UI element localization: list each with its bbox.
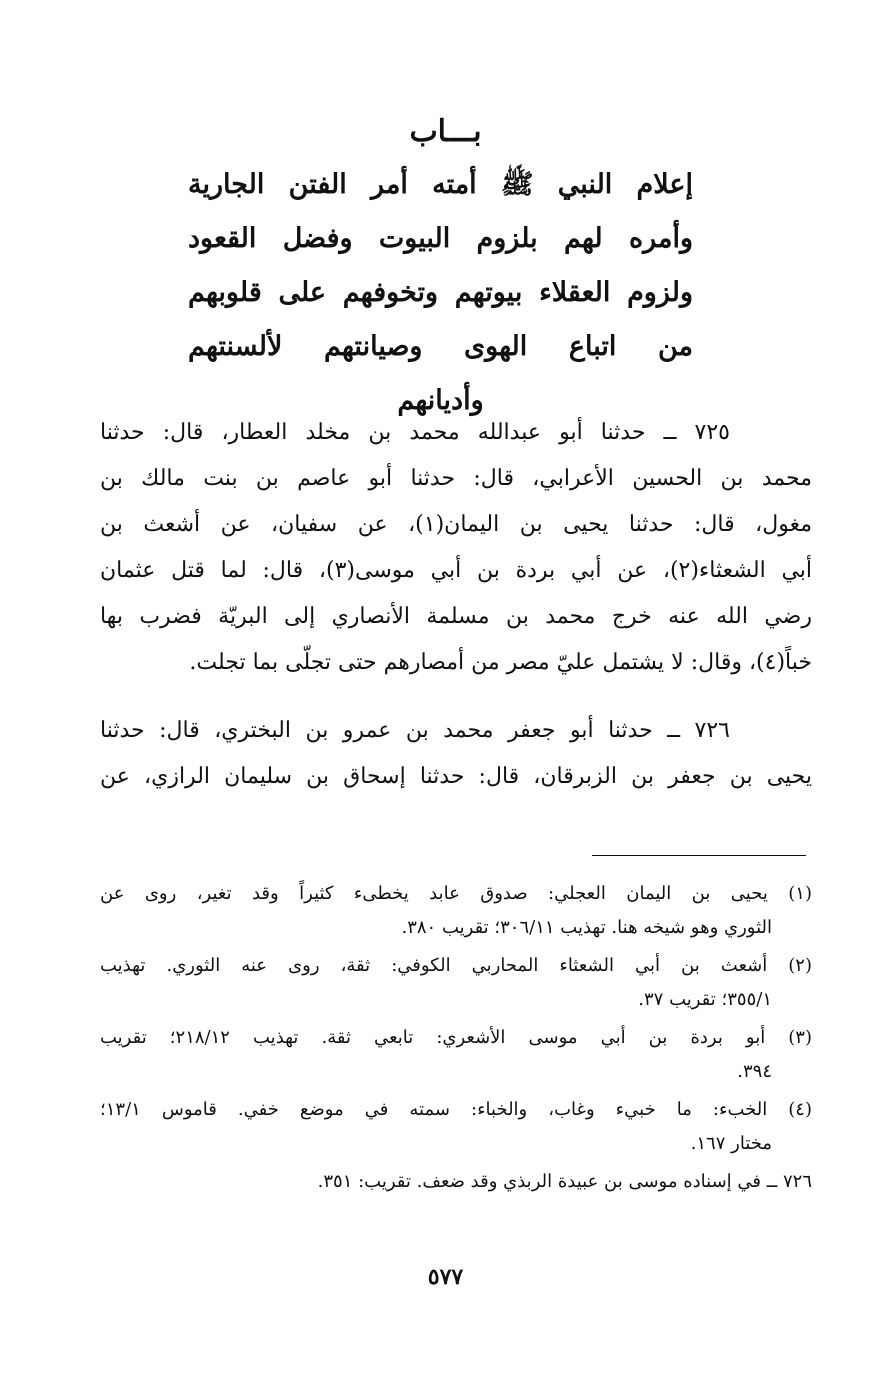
chapter-title-line: إعلام النبي ﷺ أمته أمر الفتن الجارية (188, 169, 693, 200)
footnote-line: مختار ١٦٧. (690, 1133, 772, 1154)
footnote-line: (١) يحيى بن اليمان العجلي: صدوق عابد يخطىء كثيراً وقد تغير، روى عن (100, 883, 812, 904)
hadith-line: محمد بن الحسين الأعرابي، قال: حدثنا أبو عاصم بن بنت مالك بن (100, 466, 812, 491)
footnote-1 (100, 877, 812, 945)
footnotes (100, 877, 812, 1203)
footnote-line: (٣) أبو بردة بن أبي موسى الأشعري: تابعي ثقة. تهذيب ٢١٨/١٢؛ تقريب (100, 1027, 812, 1048)
hadith-line: أبي الشعثاء(٢)، عن أبي بردة بن أبي موسى(٣)، قال: لما قتل عثمان (100, 558, 813, 583)
hadith-line: رضي الله عنه خرج محمد بن مسلمة الأنصاري إلى البريّة فضرب بها (100, 604, 812, 629)
footnote-line: ٧٢٦ ــ في إسناده موسى بن عبيدة الربذي وقد ضعف. تقريب: ٣٥١. (317, 1171, 812, 1192)
footnote-4 (100, 1093, 812, 1161)
hadith-line: مغول، قال: حدثنا يحيى بن اليمان(١)، عن سفيان، عن أشعث بن (100, 512, 812, 537)
footnote-726 (100, 1165, 812, 1199)
footnote-line: ٣٥٥/١؛ تقريب ٣٧. (638, 989, 772, 1010)
footnote-divider (592, 855, 806, 856)
hadith-726 (100, 708, 812, 800)
hadith-line: يحيى بن جعفر بن الزبرقان، قال: حدثنا إسحاق بن سليمان الرازي، عن (100, 764, 812, 789)
chapter-title-line: وأمره لهم بلزوم البيوت وفضل القعود (188, 223, 693, 254)
chapter-label: بـــاب (409, 114, 482, 149)
chapter-title-line: وأديانهم (397, 385, 484, 416)
footnote-line: (٢) أشعث بن أبي الشعثاء المحاربي الكوفي: ثقة، روى عنه الثوري. تهذيب (100, 955, 812, 976)
chapter-title-line: من اتباع الهوى وصيانتهم لألسنتهم (188, 331, 693, 362)
chapter-title-line: ولزوم العقلاء بيوتهم وتخوفهم على قلوبهم (188, 277, 693, 308)
footnote-line: ٣٩٤. (737, 1061, 772, 1082)
footnote-2 (100, 949, 812, 1017)
page-number: ٥٧٧ (427, 1264, 464, 1290)
footnote-line: (٤) الخبء: ما خبيء وغاب، والخباء: سمته في موضع خفي. قاموس ١٣/١؛ (100, 1099, 812, 1120)
footnote-3 (100, 1021, 812, 1089)
hadith-line: ٧٢٥ ــ حدثنا أبو عبدالله محمد بن مخلد العطار، قال: حدثنا (100, 420, 730, 445)
chapter-title (188, 158, 693, 428)
hadith-line: ٧٢٦ ــ حدثنا أبو جعفر محمد بن عمرو بن البختري، قال: حدثنا (100, 718, 730, 743)
hadith-line: خباً(٤)، وقال: لا يشتمل عليّ مصر من أمصارهم حتى تجلّى بما تجلت. (189, 650, 812, 675)
footnote-line: الثوري وهو شيخه هنا. تهذيب ٣٠٦/١١؛ تقريب ٣٨٠. (401, 917, 772, 938)
hadith-725 (100, 410, 812, 686)
